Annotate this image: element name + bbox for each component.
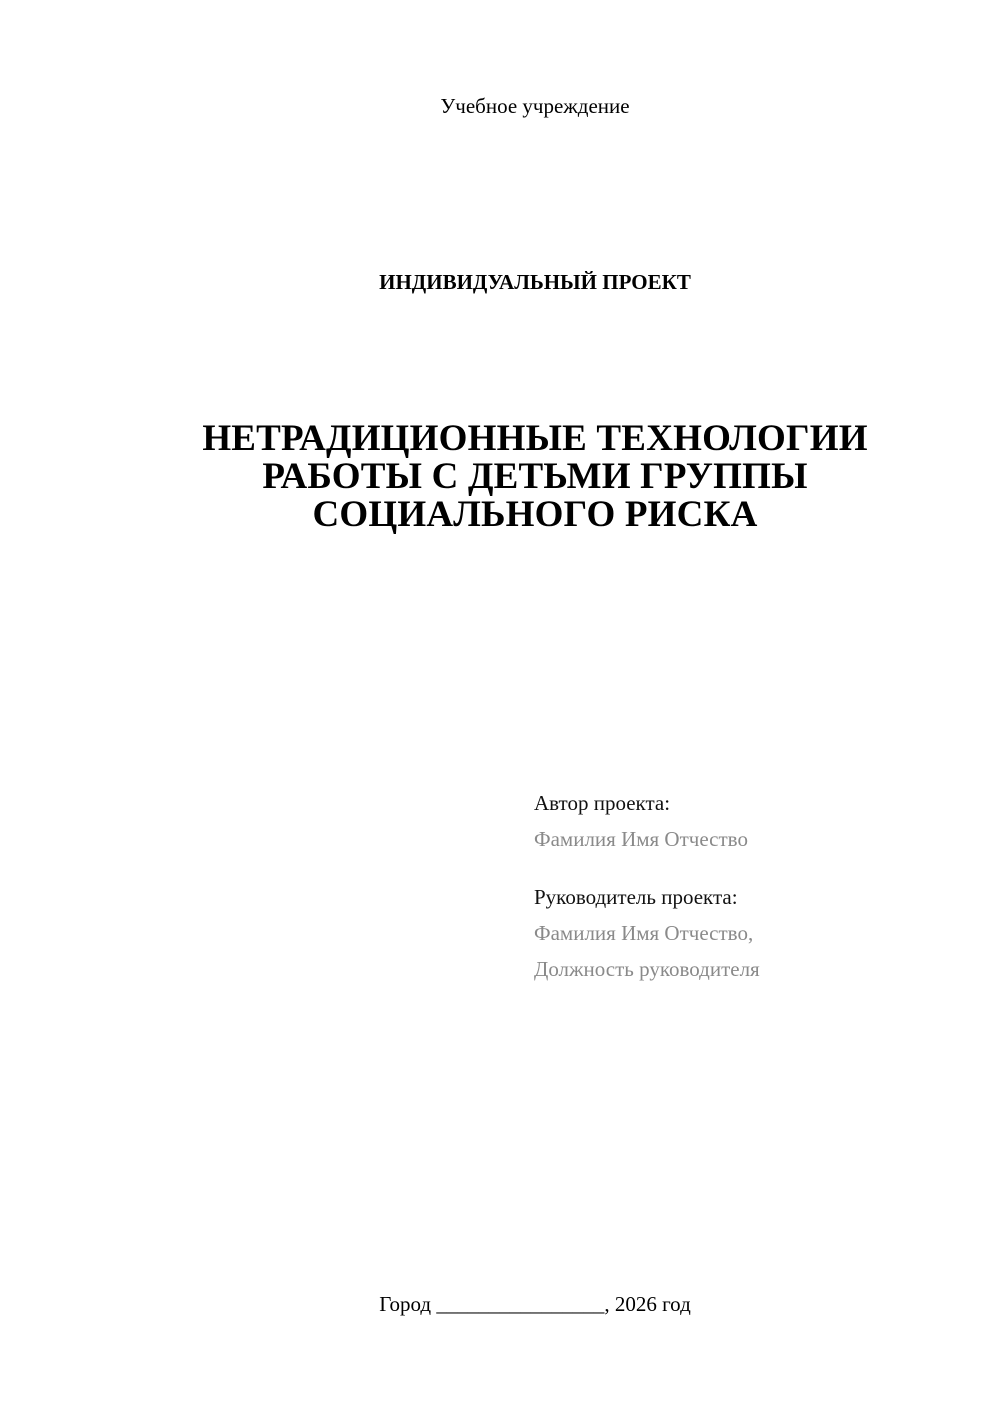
supervisor-position: Должность руководителя xyxy=(534,957,760,981)
supervisor-block xyxy=(534,879,974,987)
project-info xyxy=(534,785,974,1009)
project-title-line-1: НЕТРАДИЦИОННЫЕ ТЕХНОЛОГИИ xyxy=(202,418,868,459)
city-year-line: Город ________________, 2026 год xyxy=(379,1292,691,1316)
project-title-line-2: РАБОТЫ С ДЕТЬМИ ГРУППЫ xyxy=(262,456,808,497)
supervisor-label: Руководитель проекта: xyxy=(534,885,738,909)
institution-name: Учебное учреждение xyxy=(440,94,630,118)
author-name: Фамилия Имя Отчество xyxy=(534,827,748,851)
document-type: ИНДИВИДУАЛЬНЫЙ ПРОЕКТ xyxy=(379,270,691,294)
project-title xyxy=(0,420,1000,534)
author-label: Автор проекта: xyxy=(534,791,671,815)
project-title-line-3: СОЦИАЛЬНОГО РИСКА xyxy=(312,494,758,535)
author-block xyxy=(534,785,974,857)
supervisor-name: Фамилия Имя Отчество, xyxy=(534,921,754,945)
